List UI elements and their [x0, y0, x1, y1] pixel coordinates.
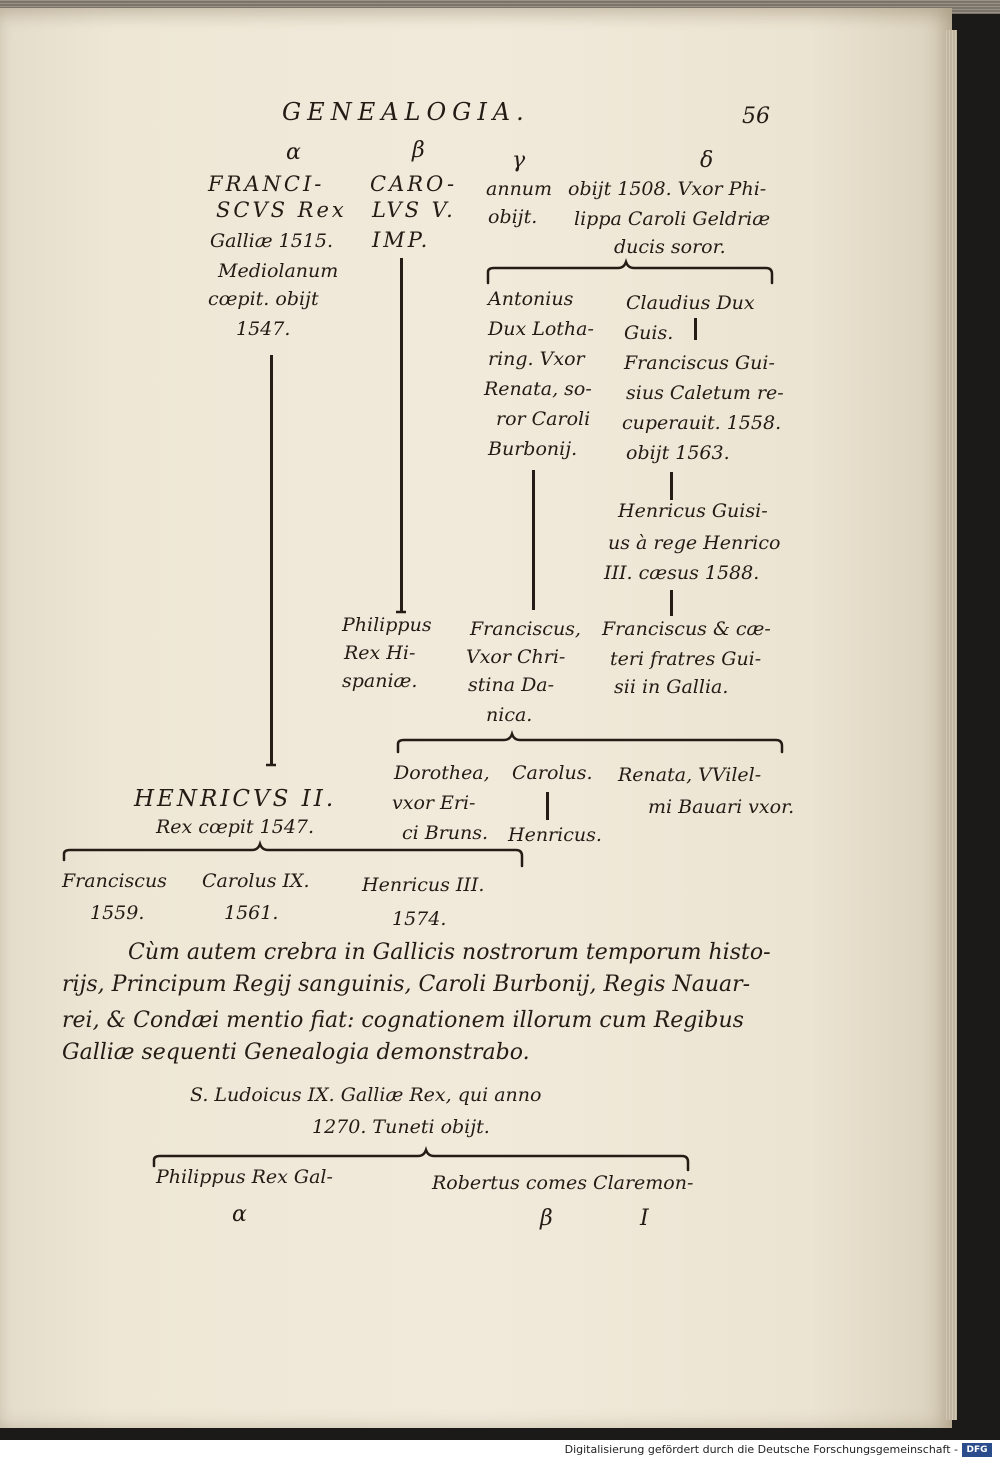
page-number: 56 [742, 104, 770, 129]
gamma-line-1: annum [486, 178, 553, 200]
paragraph-line-3: rei, & Condæi mentio fiat: cognationem illorum cum Regibus [62, 1008, 744, 1033]
column-marker-alpha: α [286, 140, 301, 165]
paragraph-line-2: rijs, Principum Regij sanguinis, Caroli Burbonij, Regis Nauar- [62, 972, 751, 997]
delta-line-3: ducis soror. [614, 236, 726, 258]
son-name-1: Franciscus [62, 870, 167, 892]
bottom-beta: β [540, 1206, 553, 1231]
antonius-line-1: Antonius [488, 288, 574, 310]
franciscus-dux-line-2: Vxor Chri- [466, 646, 566, 668]
henricus-guisius-line-1: Henricus Guisi- [618, 500, 768, 522]
henricus-child: Henricus. [508, 824, 602, 846]
renata-line-1: Renata, VVilel- [618, 764, 762, 786]
column-marker-beta: β [412, 138, 425, 163]
franciscus-line-3: Galliæ 1515. [210, 230, 334, 252]
franciscus-dux-line-4: nica. [486, 704, 533, 726]
ludovicus-line-2: 1270. Tuneti obijt. [312, 1116, 490, 1138]
delta-line-2: lippa Caroli Geldriæ [574, 208, 771, 230]
claudius-line-5: cuperauit. 1558. [622, 412, 782, 434]
antonius-line-4: Renata, so- [484, 378, 592, 400]
bottom-robertus: Robertus comes Claremon- [432, 1172, 694, 1194]
claudius-line-1: Claudius Dux [626, 292, 755, 314]
antonius-line-3: ring. Vxor [488, 348, 585, 370]
franciscus-line-6: 1547. [236, 318, 291, 340]
henricus-ii-text: Rex cœpit 1547. [156, 816, 315, 838]
claudius-line-2: Guis. [624, 322, 674, 344]
franciscus-dux-line-3: stina Da- [468, 674, 555, 696]
henricus-guisius-line-2: us à rege Henrico [608, 532, 781, 554]
paragraph-line-4: Galliæ sequenti Genealogia demonstrabo. [62, 1040, 530, 1065]
bottom-alpha: α [232, 1202, 247, 1227]
antonius-line-5: ror Caroli [496, 408, 591, 430]
philippus-line-3: spaniæ. [342, 670, 418, 692]
son-year-1: 1559. [90, 902, 145, 924]
gamma-line-2: obijt. [488, 206, 538, 228]
franciscus-line-5: cœpit. obijt [208, 288, 319, 310]
dorothea-line-1: Dorothea, [394, 762, 490, 784]
franciscus-line-4: Mediolanum [218, 260, 339, 282]
philippus-line-1: Philippus [342, 614, 432, 636]
franciscus-guisii-line-3: sii in Gallia. [614, 676, 729, 698]
carolus-v-line-3: IMP. [372, 228, 431, 252]
henricus-guisius-line-3: III. cæsus 1588. [604, 562, 760, 584]
antonius-line-2: Dux Lotha- [488, 318, 594, 340]
son-year-2: 1561. [224, 902, 279, 924]
son-name-3: Henricus III. [362, 874, 485, 896]
philippus-line-2: Rex Hi- [344, 642, 416, 664]
carolus-v-line-1: CARO- [370, 172, 458, 196]
franciscus-guisii-line-2: teri fratres Gui- [610, 648, 762, 670]
paragraph-line-1: Cùm autem crebra in Gallicis nostrorum temporum histo- [128, 940, 771, 965]
delta-line-1: obijt 1508. Vxor Phi- [568, 178, 767, 200]
footer-credit: Digitalisierung gefördert durch die Deutsche Forschungsgemeinschaft - [564, 1443, 958, 1456]
brace-children [398, 734, 782, 752]
brace-sons [64, 844, 522, 866]
son-name-2: Carolus IX. [202, 870, 310, 892]
column-marker-gamma: γ [512, 148, 526, 173]
brace-ludovicus [154, 1150, 688, 1170]
franciscus-line-1: FRANCI- [208, 172, 325, 196]
dorothea-line-3: ci Bruns. [402, 822, 489, 844]
bottom-philippus: Philippus Rex Gal- [156, 1166, 333, 1188]
claudius-line-4: sius Caletum re- [626, 382, 784, 404]
claudius-line-3: Franciscus Gui- [624, 352, 775, 374]
dorothea-line-2: vxor Eri- [392, 792, 476, 814]
franciscus-dux-line-1: Franciscus, [470, 618, 581, 640]
son-year-3: 1574. [392, 908, 447, 930]
franciscus-line-2: SCVS Rex [216, 198, 347, 222]
henricus-ii-name: HENRICVS II. [134, 786, 337, 812]
bottom-iota: I [640, 1206, 649, 1231]
antonius-line-6: Burbonij. [488, 438, 578, 460]
carolus-v-line-2: LVS V. [372, 198, 456, 222]
ludovicus-line-1: S. Ludoicus IX. Galliæ Rex, qui anno [190, 1084, 542, 1106]
page-title: GENEALOGIA. [282, 98, 530, 126]
column-marker-delta: δ [700, 148, 714, 173]
brace-lotharingia [488, 262, 772, 283]
carolus-child: Carolus. [512, 762, 593, 784]
dfg-logo-icon: DFG [962, 1443, 992, 1457]
claudius-line-6: obijt 1563. [626, 442, 730, 464]
renata-line-2: mi Bauari vxor. [648, 796, 795, 818]
franciscus-guisii-line-1: Franciscus & cæ- [602, 618, 771, 640]
